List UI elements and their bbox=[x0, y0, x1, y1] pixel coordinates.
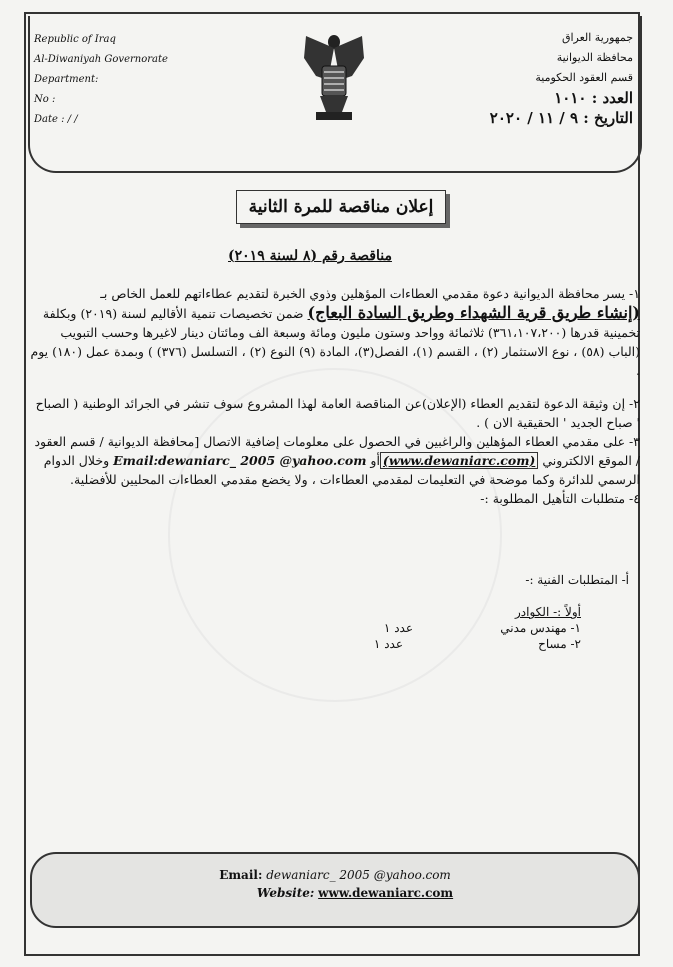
announcement-body bbox=[30, 284, 640, 508]
letterhead-english bbox=[34, 30, 168, 130]
number-en: No : bbox=[34, 94, 56, 105]
department-en: Department: bbox=[34, 74, 99, 85]
paragraph-1-intro: ١- يسر محافظة الديوانية دعوة مقدمي العطاءات المؤهلين وذوي الخبرة لتقديم عطاءاتهم للعمل الخاص بـ bbox=[100, 286, 640, 301]
paragraph-4: ٤- متطلبات التأهيل المطلوبة :- bbox=[480, 491, 640, 506]
paragraph-3 bbox=[30, 432, 640, 489]
governorate-ar: محافظة الديوانية bbox=[556, 51, 633, 64]
footer-email-value[interactable]: dewaniarc_ 2005 @yahoo.com bbox=[266, 868, 451, 882]
paragraph-3-intro: ٣- على مقدمي العطاء المؤهلين والراغبين في الحصول على معلومات إضافية الاتصال [محافظة الديوانية / قسم العقود / الموقع الالكتروني bbox=[34, 434, 640, 468]
country-ar: جمهورية العراق bbox=[561, 31, 633, 44]
date-en: Date : / / bbox=[34, 114, 78, 125]
paragraph-1-details: ضمن تخصيصات تنمية الأقاليم لسنة (٢٠١٩) وبكلفة تخمينية قدرها (٣٦١،١٠٧،٢٠٠) ثلاثمائة وواحد وستون مليون ومائة وسبعة الف ومائتان دينار لاغيرها وحسب التبويب (الباب (٥٨) ، نوع الاستثمار (٢) ، القسم (١)، الفصل(٣)، المادة (٩) النوع (٢) ، التسلسل (٣٧٦) ) وبمدة عمل (١٨٠) يوم . bbox=[30, 306, 640, 378]
requirement-count-1: عدد ١ bbox=[383, 621, 413, 635]
department-ar: قسم العقود الحكومية bbox=[535, 71, 633, 84]
paragraph-2: ٢- إن وثيقة الدعوة لتقديم العطاء (الإعلان)عن المناقصة العامة لهذا المشروع سوف تنشر في الجرائد الوطنية ( الصباح ' صباح الجديد ' الحقيقية الان ) . bbox=[35, 396, 640, 430]
country-en: Republic of Iraq bbox=[34, 34, 116, 45]
or-word: أو bbox=[370, 453, 380, 468]
email-link[interactable]: Email:dewaniarc_ 2005 @yahoo.com bbox=[113, 453, 367, 468]
requirement-item-1: ١- مهندس مدني bbox=[500, 621, 581, 635]
staff-heading: أولاً :- الكوادر bbox=[515, 605, 581, 619]
footer-email bbox=[32, 868, 638, 882]
requirement-count-2: عدد ١ bbox=[373, 637, 403, 651]
footer-box bbox=[30, 852, 640, 928]
footer-website-value[interactable]: www.dewaniarc.com bbox=[318, 886, 454, 900]
paragraph-1 bbox=[30, 284, 640, 380]
iraq-eagle-emblem-icon bbox=[298, 28, 370, 128]
number-ar: العدد : ١٠١٠ bbox=[554, 89, 633, 107]
technical-requirements-heading: أ- المتطلبات الفنية :- bbox=[525, 573, 629, 587]
date-ar: التاريخ : ٩ / ١١ / ٢٠٢٠ bbox=[489, 109, 633, 127]
footer-website bbox=[32, 886, 638, 900]
announcement-title: إعلان مناقصة للمرة الثانية bbox=[236, 190, 446, 224]
requirement-item-2: ٢- مساح bbox=[538, 637, 581, 651]
governorate-en: Al-Diwaniyah Governorate bbox=[34, 54, 168, 65]
website-link[interactable]: (www.dewaniarc.com) bbox=[380, 452, 538, 469]
footer-email-label: Email: bbox=[219, 868, 263, 882]
tender-number: مناقصة رقم (٨ لسنة ٢٠١٩) bbox=[228, 248, 392, 264]
letterhead-arabic bbox=[490, 28, 633, 128]
project-name: (إنشاء طريق قرية الشهداء وطريق السادة البعاج) bbox=[307, 303, 640, 322]
footer-website-label: Website: bbox=[256, 886, 315, 900]
paragraph-3-details: وخلال الدوام الرسمي للدائرة وكما موضحة في التعليمات لمقدمي العطاءات ، ولا يخضع مقدمي العطاءات المحليين للأفضلية. bbox=[43, 453, 640, 487]
